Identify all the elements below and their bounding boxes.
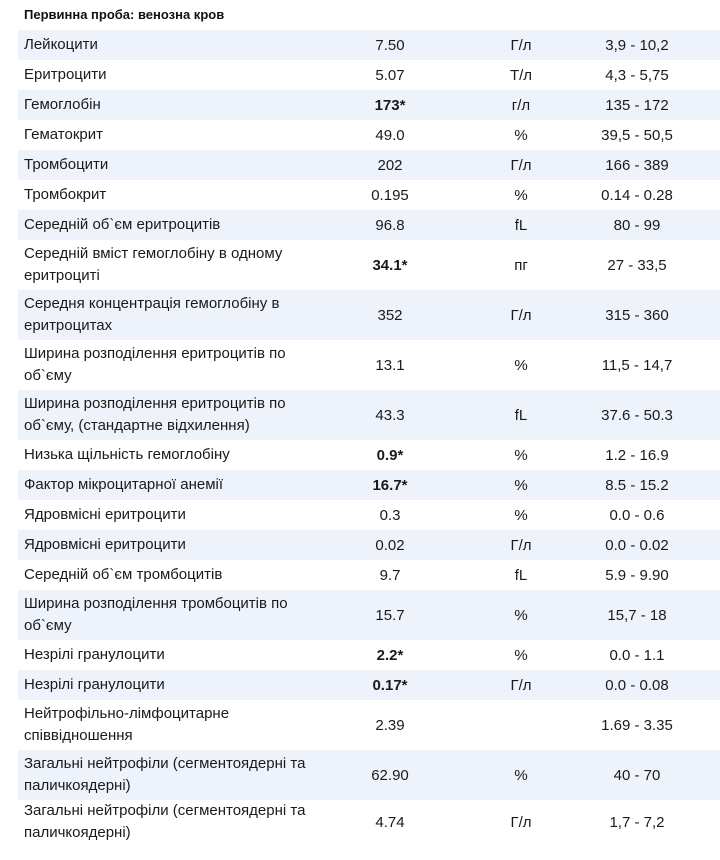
test-unit [478, 700, 564, 750]
test-value: 0.17* [372, 676, 408, 694]
test-unit: Г/л [510, 536, 532, 554]
test-value: 2.2* [376, 646, 404, 664]
test-name: Ядровмісні еритроцити [24, 536, 186, 553]
test-name: Тромбокрит [24, 186, 107, 203]
reference-range: 0.14 - 0.28 [601, 186, 673, 204]
test-name: Ширина розподілення еритроцитів по об`єму [24, 345, 286, 384]
test-value: 173* [374, 96, 406, 114]
reference-range: 5.9 - 9.90 [605, 566, 669, 584]
reference-range: 135 - 172 [605, 96, 669, 114]
test-value: 0.195 [371, 186, 409, 204]
test-name: Середній об`єм еритроцитів [24, 216, 221, 233]
test-unit: Г/л [510, 36, 532, 54]
sample-header: Первинна проба: венозна кров [24, 7, 225, 22]
reference-range: 3,9 - 10,2 [605, 36, 669, 54]
test-value: 0.02 [375, 536, 405, 554]
test-unit: % [514, 766, 528, 784]
reference-range: 166 - 389 [605, 156, 669, 174]
table-row [18, 30, 720, 60]
test-name: Середній об`єм тромбоцитів [24, 566, 223, 583]
reference-range: 0.0 - 0.08 [605, 676, 669, 694]
reference-range: 40 - 70 [613, 766, 661, 784]
test-value: 34.1* [372, 256, 408, 274]
table-row [18, 120, 720, 150]
reference-range: 1.69 - 3.35 [601, 716, 673, 734]
reference-range: 0.0 - 1.1 [609, 646, 665, 664]
test-value: 2.39 [375, 716, 405, 734]
results-table [18, 30, 720, 844]
table-row [18, 60, 720, 90]
test-name: Незрілі гранулоцити [24, 646, 165, 663]
test-unit: fL [514, 406, 528, 424]
reference-range: 15,7 - 18 [607, 606, 667, 624]
test-name: Ширина розподілення еритроцитів по об`єму, (стандартне відхилення) [24, 395, 286, 434]
reference-range: 37.6 - 50.3 [601, 406, 673, 424]
test-value: 16.7* [372, 476, 408, 494]
reference-range: 80 - 99 [613, 216, 661, 234]
table-row [18, 640, 720, 670]
reference-range: 0.0 - 0.6 [609, 506, 665, 524]
test-value: 0.3 [379, 506, 401, 524]
test-value: 49.0 [375, 126, 405, 144]
test-value: 5.07 [375, 66, 405, 84]
table-row [18, 560, 720, 590]
test-name: Гемоглобін [24, 96, 101, 113]
test-name: Низька щільність гемоглобіну [24, 446, 230, 463]
test-unit: fL [514, 216, 528, 234]
test-unit: г/л [511, 96, 531, 114]
test-unit: % [514, 476, 528, 494]
test-unit: fL [514, 566, 528, 584]
table-row [18, 440, 720, 470]
test-name: Середній вміст гемоглобіну в одному еритроциті [24, 245, 283, 284]
test-name: Фактор мікроцитарної анемії [24, 476, 224, 493]
test-value: 43.3 [375, 406, 405, 424]
table-row [18, 240, 720, 290]
test-unit: % [514, 606, 528, 624]
table-row [18, 90, 720, 120]
test-value: 62.90 [371, 766, 409, 784]
reference-range: 4,3 - 5,75 [605, 66, 669, 84]
test-unit: Г/л [510, 156, 532, 174]
test-unit: % [514, 506, 528, 524]
table-row [18, 700, 720, 750]
test-value: 352 [377, 306, 403, 324]
reference-range: 315 - 360 [605, 306, 669, 324]
table-row [18, 390, 720, 440]
test-name: Нейтрофільно-лімфоцитарне співвідношення [24, 705, 230, 744]
test-value: 4.74 [375, 813, 405, 831]
test-value: 202 [377, 156, 403, 174]
test-value: 7.50 [375, 36, 405, 54]
test-name: Незрілі гранулоцити [24, 676, 165, 693]
table-row [18, 590, 720, 640]
test-unit: пг [514, 256, 528, 274]
test-value: 15.7 [375, 606, 405, 624]
test-value: 96.8 [375, 216, 405, 234]
test-name: Ширина розподілення тромбоцитів по об`єму [24, 595, 288, 634]
test-unit: Г/л [510, 813, 532, 831]
table-row [18, 800, 720, 844]
test-name: Еритроцити [24, 66, 107, 83]
table-row [18, 290, 720, 340]
test-value: 13.1 [375, 356, 405, 374]
reference-range: 39,5 - 50,5 [601, 126, 673, 144]
test-name: Загальні нейтрофіли (сегментоядерні та паличкоядерні) [24, 802, 306, 841]
reference-range: 11,5 - 14,7 [601, 356, 673, 374]
test-name: Ядровмісні еритроцити [24, 506, 186, 523]
test-name: Середня концентрація гемоглобіну в еритроцитах [24, 295, 280, 334]
table-row [18, 500, 720, 530]
test-unit: % [514, 126, 528, 144]
test-unit: Г/л [510, 676, 532, 694]
test-value: 9.7 [379, 566, 401, 584]
test-name: Загальні нейтрофіли (сегментоядерні та паличкоядерні) [24, 755, 306, 794]
table-row [18, 150, 720, 180]
reference-range: 27 - 33,5 [607, 256, 667, 274]
table-row [18, 210, 720, 240]
test-unit: % [514, 446, 528, 464]
test-name: Лейкоцити [24, 36, 98, 53]
table-row [18, 470, 720, 500]
table-row [18, 340, 720, 390]
test-unit: Г/л [510, 306, 532, 324]
table-row [18, 670, 720, 700]
test-unit: % [514, 646, 528, 664]
table-row [18, 750, 720, 800]
test-name: Тромбоцити [24, 156, 109, 173]
reference-range: 0.0 - 0.02 [605, 536, 669, 554]
reference-range: 1,7 - 7,2 [609, 813, 665, 831]
test-unit: Т/л [509, 66, 533, 84]
reference-range: 1.2 - 16.9 [605, 446, 669, 464]
reference-range: 8.5 - 15.2 [605, 476, 669, 494]
test-unit: % [514, 186, 528, 204]
test-value: 0.9* [376, 446, 404, 464]
test-unit: % [514, 356, 528, 374]
test-name: Гематокрит [24, 126, 103, 143]
table-row [18, 180, 720, 210]
table-row [18, 530, 720, 560]
